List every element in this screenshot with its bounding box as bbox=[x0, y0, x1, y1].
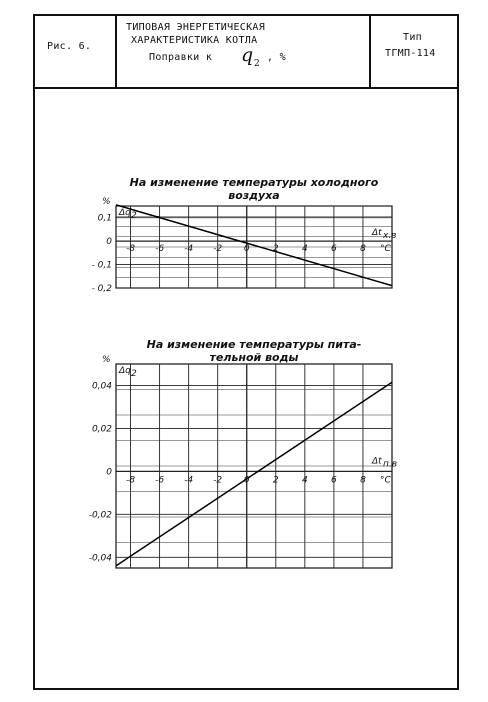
chart-2-x-tick-label: -2 bbox=[213, 475, 223, 486]
chart-2-x-tick-label: 6 bbox=[331, 475, 337, 486]
chart-2-x-tick-label: -4 bbox=[184, 475, 194, 486]
title-symbol: q bbox=[241, 44, 254, 66]
chart-1-x-tick-label: -2 bbox=[213, 244, 223, 255]
chart-2-x-tick-label: 4 bbox=[301, 475, 308, 486]
chart-2-x-tick-label: -6 bbox=[155, 475, 165, 486]
chart-1-title-line-1: На изменение температуры холодного bbox=[129, 176, 379, 189]
title-suffix: , % bbox=[267, 52, 286, 63]
chart-2-x-tick-label: 8 bbox=[360, 475, 366, 486]
figure-label: Рис. 6. bbox=[47, 41, 92, 52]
chart-1-x-tick-label: 0 bbox=[243, 244, 250, 255]
chart-1-x-tick-label: -4 bbox=[184, 244, 194, 255]
chart-2-x-tick-label: -8 bbox=[126, 475, 136, 486]
title-line-3-prefix: Поправки к bbox=[149, 52, 213, 63]
chart-2-title-line-1: На изменение температуры пита- bbox=[146, 338, 362, 351]
chart-2-x-symbol: Δt bbox=[372, 456, 382, 467]
type-value: ТГМП-114 bbox=[385, 48, 436, 59]
title-line-1: ТИПОВАЯ ЭНЕРГЕТИЧЕСКАЯ bbox=[126, 22, 266, 33]
chart-2-y-tick-label: -0,02 bbox=[88, 510, 112, 521]
chart-1-y-tick-label: - 0,2 bbox=[91, 284, 112, 294]
chart-1-y-tick-label: - 0,1 bbox=[91, 260, 112, 271]
chart-1-x-symbol-sub: х.в bbox=[383, 231, 397, 242]
type-label: Тип bbox=[403, 32, 422, 43]
chart-1-y-tick-label: 0,1 bbox=[97, 213, 112, 224]
chart-2-y-tick-label: 0,04 bbox=[91, 381, 112, 392]
chart-1-x-tick-label: -8 bbox=[126, 244, 136, 255]
chart-1-y-tick-label: 0 bbox=[106, 237, 112, 248]
chart-2-y-tick-label: 0,02 bbox=[91, 424, 112, 435]
chart-2-x-tick-label: 0 bbox=[243, 475, 250, 486]
chart-2-y-unit: % bbox=[102, 355, 111, 365]
chart-2-x-unit: °С bbox=[380, 475, 391, 486]
chart-1-title-line-2: воздуха bbox=[228, 189, 280, 202]
chart-2-x-tick-label: 2 bbox=[272, 475, 279, 486]
chart-1-y-symbol: Δq bbox=[119, 208, 131, 218]
chart-1-x-unit: °С bbox=[380, 244, 391, 255]
chart-2-y-symbol-sub: 2 bbox=[131, 369, 137, 379]
chart-2-y-tick-label: 0 bbox=[106, 467, 112, 478]
chart-1-y-symbol-sub: 2 bbox=[131, 211, 137, 221]
chart-2-y-tick-label: -0,04 bbox=[88, 553, 112, 564]
chart-2-x-symbol-sub: п.в bbox=[383, 459, 398, 470]
chart-1-x-tick-label: 8 bbox=[360, 244, 366, 255]
chart-2-title-line-2: тельной воды bbox=[209, 351, 299, 364]
chart-2-y-symbol: Δq bbox=[119, 366, 131, 376]
title-subscript: 2 bbox=[254, 59, 260, 69]
chart-2-series-line bbox=[116, 382, 392, 566]
title-line-2: ХАРАКТЕРИСТИКА КОТЛА bbox=[131, 35, 258, 46]
chart-1-x-tick-label: 4 bbox=[301, 244, 308, 255]
chart-1-x-symbol: Δt bbox=[372, 228, 382, 239]
chart-1-y-unit: % bbox=[102, 197, 111, 207]
chart-1-x-tick-label: -6 bbox=[155, 244, 165, 255]
chart-1-x-tick-label: 2 bbox=[272, 244, 279, 255]
chart-1-x-tick-label: 6 bbox=[331, 244, 337, 255]
